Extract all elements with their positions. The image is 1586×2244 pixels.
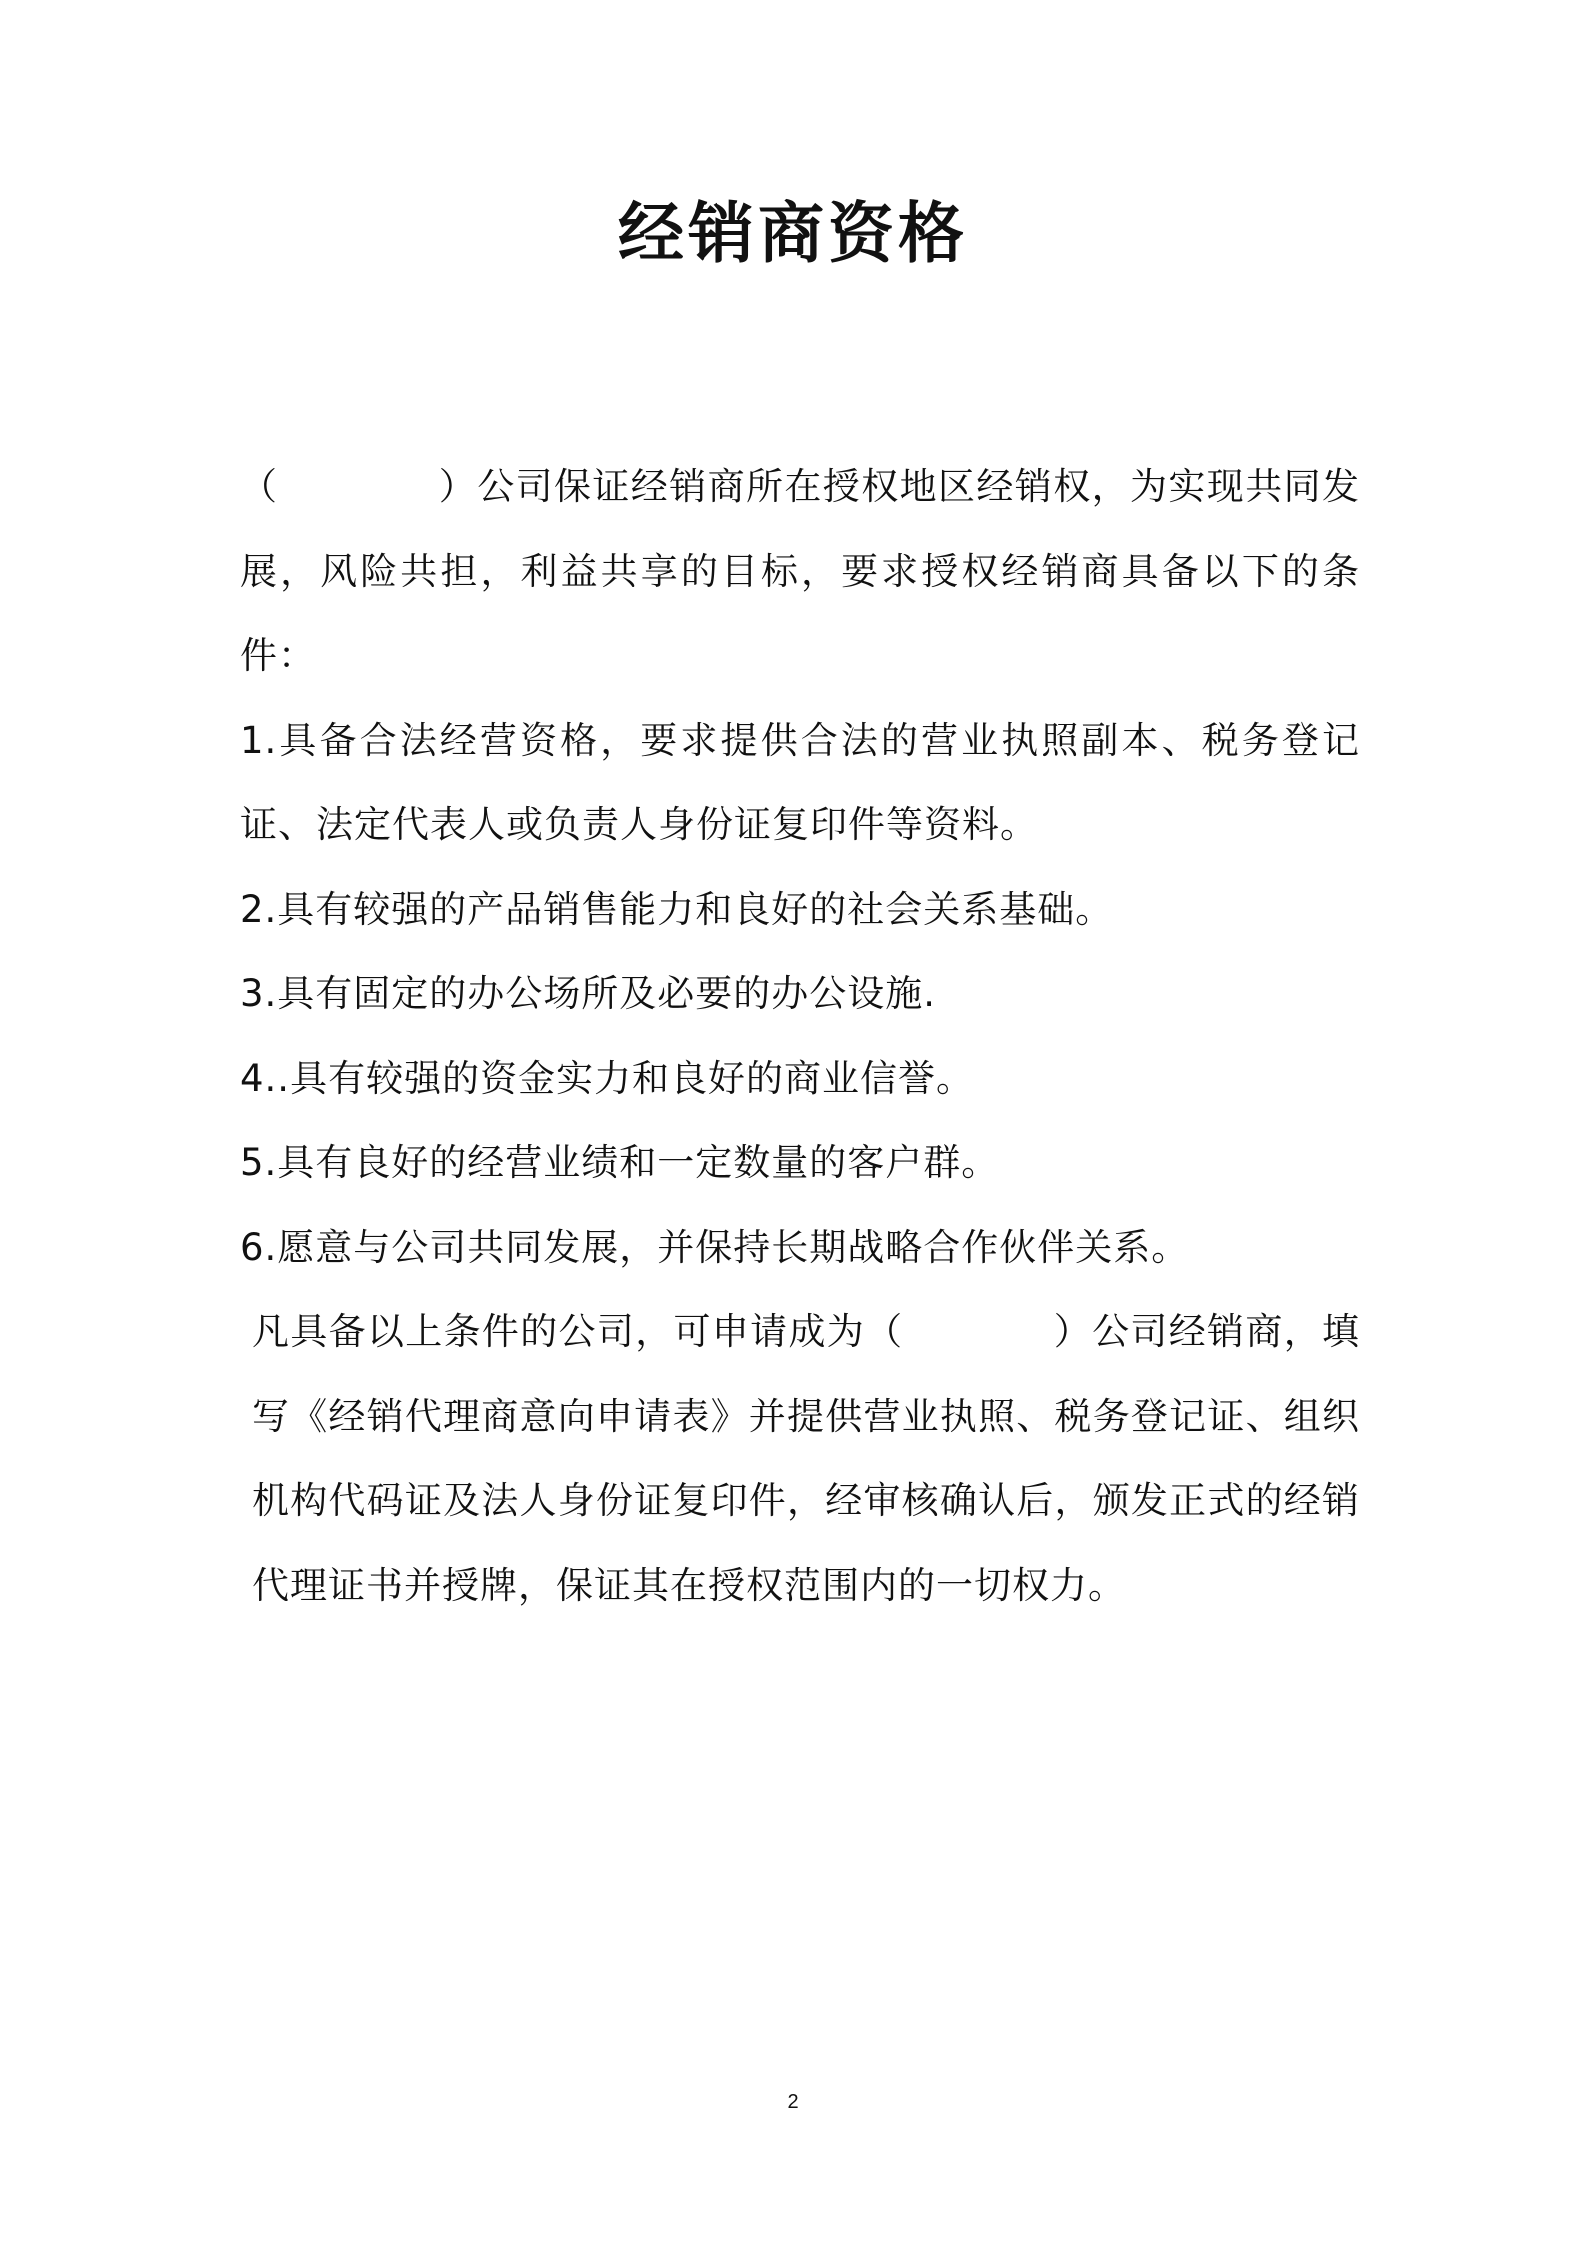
page-number: 2 — [787, 2091, 799, 2113]
document-title: 经销商资格 — [618, 194, 968, 272]
closing-lead-text: 凡具备以上条件的公司，可申请成为（ — [252, 1310, 904, 1353]
condition-item-1: 1.具备合法经营资格，要求提供合法的营业执照副本、税务登记证、法定代表人或负责人身份证复印件等资料。 — [240, 718, 1360, 846]
closing-trail-text: ）公司经销商，填写《经销代理商意向申请表》并提供营业执照、税务登记证、组织机构代码证及法人身份证复印件，经审核确认后，颁发正式的经销代理证书并授牌，保证其在授权范围内的一切权力。 — [252, 1310, 1361, 1607]
condition-item-3: 3.具有固定的办公场所及必要的办公设施. — [240, 972, 937, 1015]
intro-text: ）公司保证经销商所在授权地区经销权，为实现共同发展，风险共担，利益共享的目标，要求授权经销商具备以下的条件： — [240, 465, 1361, 677]
condition-item-6: 6.愿意与公司共同发展，并保持长期战略合作伙伴关系。 — [240, 1225, 1190, 1269]
closing-paragraph — [240, 1290, 1360, 1628]
intro-paragraph — [240, 445, 1360, 699]
document-body — [240, 445, 1360, 1628]
intro-open-paren: （ — [240, 465, 279, 508]
condition-item-5: 5.具有良好的经营业绩和一定数量的客户群。 — [240, 1141, 1000, 1184]
condition-item-4: 4..具有较强的资金实力和良好的商业信誉。 — [240, 1056, 975, 1100]
condition-item-2: 2.具有较强的产品销售能力和良好的社会关系基础。 — [240, 887, 1114, 931]
